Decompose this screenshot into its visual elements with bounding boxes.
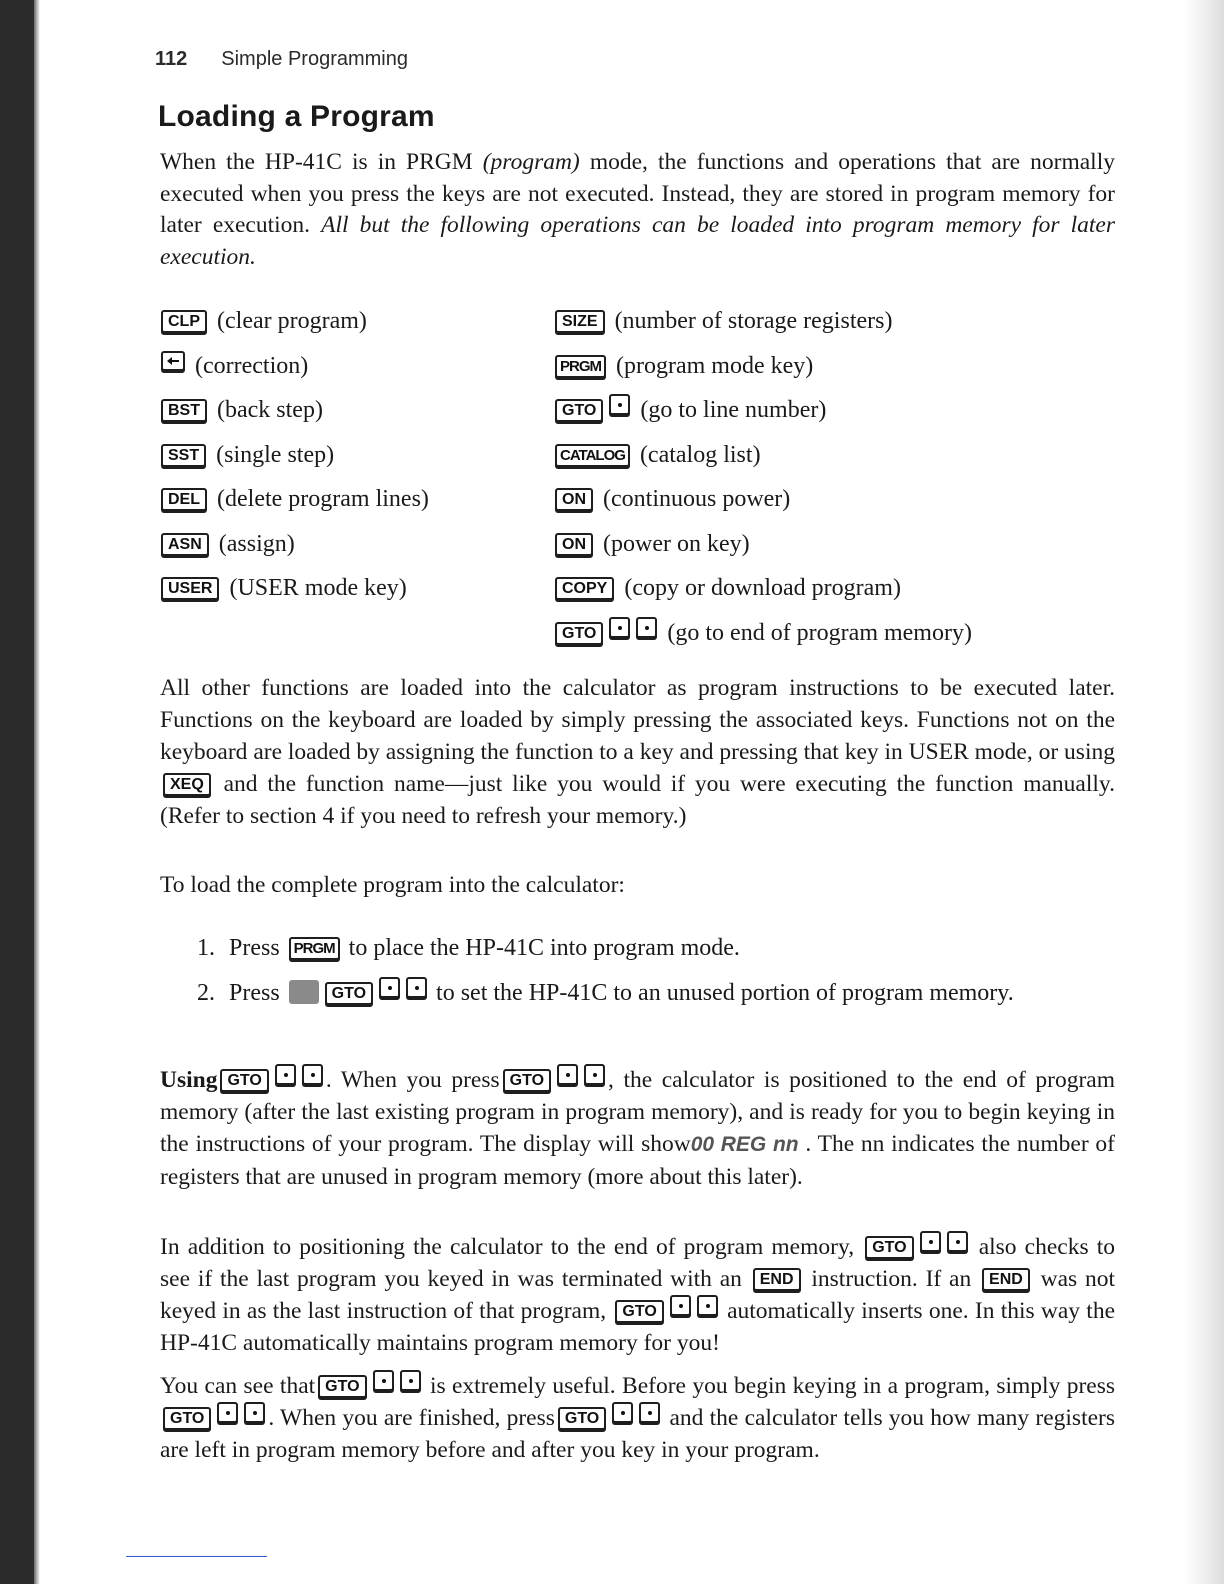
intro-text: When the HP-41C is in PRGM bbox=[160, 149, 483, 175]
useful-paragraph bbox=[160, 1370, 1115, 1466]
backarrow-key-icon bbox=[161, 351, 185, 371]
asn-key: ASN bbox=[161, 533, 209, 556]
xeq-key: XEQ bbox=[163, 773, 211, 796]
decimal-key-icon bbox=[557, 1064, 578, 1085]
decimal-key-icon bbox=[670, 1295, 691, 1316]
op-desc: (go to end of program memory) bbox=[667, 619, 972, 646]
gto-key: GTO bbox=[220, 1069, 268, 1092]
op-desc: (correction) bbox=[195, 352, 309, 379]
step-press: Press bbox=[229, 935, 280, 961]
using-gto-paragraph bbox=[160, 1064, 1115, 1193]
para4-text-1: . When you press bbox=[325, 1067, 500, 1093]
running-title: Simple Programming bbox=[221, 48, 408, 70]
using-lead: Using bbox=[160, 1067, 218, 1093]
catalog-key: CATALOG bbox=[555, 444, 630, 467]
op-desc: (USER mode key) bbox=[229, 575, 407, 601]
footer-rule bbox=[126, 1556, 267, 1557]
decimal-key-icon bbox=[584, 1064, 605, 1085]
intro-text-2: mode, the functions and operations that are normally executed when you press the keys are not executed. Instead, they are stored in program memory for later execution. bbox=[160, 149, 1115, 238]
decimal-key-icon bbox=[947, 1231, 968, 1252]
decimal-key-icon bbox=[275, 1064, 296, 1085]
size-key: SIZE bbox=[555, 310, 605, 333]
load-intro-paragraph: To load the complete program into the calculator: bbox=[160, 872, 625, 898]
scan-edge-left bbox=[0, 0, 34, 1584]
running-head bbox=[155, 48, 408, 71]
prgm-key: PRGM bbox=[289, 937, 340, 960]
op-prgm bbox=[552, 348, 972, 393]
op-desc: (delete program lines) bbox=[217, 486, 429, 512]
op-desc: (single step) bbox=[216, 441, 335, 468]
decimal-key-icon bbox=[609, 394, 630, 415]
step-number: 2. bbox=[197, 980, 215, 1006]
gto-key: GTO bbox=[318, 1375, 366, 1398]
para5-text-2: also checks to see if the last program you keyed in was terminated with an bbox=[160, 1234, 1116, 1292]
op-desc: (continuous power) bbox=[603, 486, 791, 512]
sst-key: SST bbox=[161, 444, 206, 467]
step-1 bbox=[197, 930, 1014, 975]
para6-text-2: is extremely useful. Before you begin keying in a program, simply press bbox=[429, 1373, 1116, 1399]
op-gto-end bbox=[552, 615, 972, 660]
gto-key: GTO bbox=[325, 982, 373, 1005]
para2-text-2: and the function name—just like you would if you were executing the function manually. (Refer to section 4 if you need to refresh your memory.) bbox=[160, 771, 1115, 829]
op-desc: (number of storage registers) bbox=[614, 308, 893, 334]
op-desc: (clear program) bbox=[217, 308, 367, 334]
para6-text-4: and the calculator tells you how many registers are left in program memory before and after you key in your program. bbox=[160, 1405, 1116, 1463]
on-key: ON bbox=[555, 533, 593, 556]
op-bst bbox=[158, 392, 429, 437]
op-catalog bbox=[552, 437, 972, 482]
steps-list bbox=[197, 930, 1014, 1020]
decimal-key-icon bbox=[636, 617, 657, 638]
op-copy bbox=[552, 570, 972, 615]
op-correction bbox=[158, 348, 429, 393]
decimal-key-icon bbox=[244, 1402, 265, 1423]
op-desc: (power on key) bbox=[603, 530, 750, 557]
gto-key: GTO bbox=[503, 1069, 551, 1092]
gto-key: GTO bbox=[555, 622, 603, 645]
end-key: END bbox=[753, 1268, 801, 1291]
step-text: to place the HP-41C into program mode. bbox=[348, 935, 740, 961]
op-user bbox=[158, 570, 429, 615]
other-functions-paragraph bbox=[160, 672, 1115, 832]
intro-paragraph bbox=[160, 147, 1115, 273]
gto-key: GTO bbox=[865, 1236, 913, 1259]
decimal-key-icon bbox=[920, 1231, 941, 1252]
display-readout: 00 REG nn bbox=[690, 1133, 799, 1156]
decimal-key-icon bbox=[302, 1064, 323, 1085]
op-gto-line bbox=[552, 392, 972, 437]
intro-italic-word: (program) bbox=[482, 149, 580, 175]
para2-text-1: All other functions are loaded into the calculator as program instructions to be executed later. Functions on the keyboard are loaded by simply pressing the associated keys. Functions not on the keyboard are loaded by assigning the function to a key and pressing that key in USER mode, or using bbox=[160, 675, 1115, 765]
para5-text-1: In addition to positioning the calculator to the end of program memory, bbox=[160, 1234, 855, 1260]
ops-list-right bbox=[552, 303, 972, 659]
op-size bbox=[552, 303, 972, 348]
copy-key: COPY bbox=[555, 577, 614, 600]
ops-list-left bbox=[158, 303, 429, 615]
decimal-key-icon bbox=[379, 977, 400, 998]
gto-key: GTO bbox=[558, 1407, 606, 1430]
decimal-key-icon bbox=[697, 1295, 718, 1316]
decimal-key-icon bbox=[400, 1370, 421, 1391]
step-number: 1. bbox=[197, 935, 215, 961]
para5-text-4: was not keyed in as the last instruction of that program, bbox=[160, 1266, 1116, 1324]
end-check-paragraph bbox=[160, 1231, 1115, 1359]
para6-text-3: . When you are finished, press bbox=[268, 1405, 555, 1431]
op-desc: (copy or download program) bbox=[624, 575, 901, 601]
step-text: to set the HP-41C to an unused portion of program memory. bbox=[436, 980, 1014, 1006]
decimal-key-icon bbox=[373, 1370, 394, 1391]
decimal-key-icon bbox=[612, 1402, 633, 1423]
step-press: Press bbox=[229, 980, 280, 1006]
gto-key: GTO bbox=[555, 399, 603, 422]
op-asn bbox=[158, 526, 429, 571]
clp-key: CLP bbox=[161, 310, 207, 333]
end-key: END bbox=[982, 1268, 1030, 1291]
op-desc: (back step) bbox=[217, 397, 323, 423]
op-desc: (program mode key) bbox=[616, 352, 814, 379]
op-del bbox=[158, 481, 429, 526]
para5-text-3: instruction. If an bbox=[811, 1266, 972, 1292]
op-desc: (go to line number) bbox=[640, 397, 827, 423]
para5-text-5: automatically inserts one. In this way the HP-41C automatically maintains program memory for you! bbox=[160, 1298, 1116, 1356]
del-key: DEL bbox=[161, 488, 207, 511]
section-title: Loading a Program bbox=[158, 100, 435, 133]
op-desc: (assign) bbox=[218, 530, 295, 557]
page-number: 112 bbox=[155, 48, 188, 70]
op-on-power bbox=[552, 526, 972, 571]
decimal-key-icon bbox=[217, 1402, 238, 1423]
para4-text-3: . The nn indicates the number of registers that are unused in program memory (more about this later). bbox=[160, 1131, 1115, 1190]
bst-key: BST bbox=[161, 399, 207, 422]
on-key: ON bbox=[555, 488, 593, 511]
para4-text-2: , the calculator is positioned to the end of program memory (after the last existing program in program memory), and is ready for you to begin keying in the instructions of your program. The display will show bbox=[160, 1067, 1115, 1157]
op-desc: (catalog list) bbox=[639, 441, 761, 468]
gto-key: GTO bbox=[615, 1300, 663, 1323]
decimal-key-icon bbox=[639, 1402, 660, 1423]
gto-key: GTO bbox=[163, 1407, 211, 1430]
para6-text-1: You can see that bbox=[160, 1373, 316, 1399]
scan-edge-right bbox=[1184, 0, 1224, 1584]
op-clp bbox=[158, 303, 429, 348]
intro-italic-tail: All but the following operations can be loaded into program memory for later execution. bbox=[160, 212, 1115, 270]
step-2 bbox=[197, 975, 1014, 1020]
prgm-key: PRGM bbox=[555, 355, 606, 378]
op-on-continuous bbox=[552, 481, 972, 526]
op-sst bbox=[158, 437, 429, 482]
user-key: USER bbox=[161, 577, 219, 600]
shift-key-icon bbox=[289, 980, 319, 1004]
decimal-key-icon bbox=[406, 977, 427, 998]
decimal-key-icon bbox=[609, 617, 630, 638]
